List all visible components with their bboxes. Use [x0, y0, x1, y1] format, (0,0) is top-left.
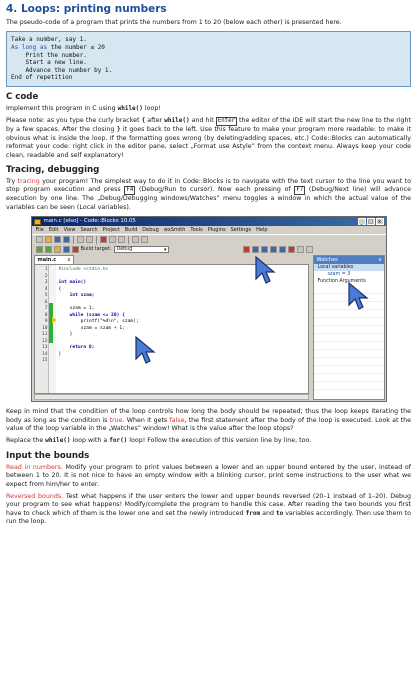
line-number: 11	[41, 332, 48, 338]
line-number: 15	[41, 358, 48, 364]
changed-lines-marker	[49, 303, 53, 343]
debug-continue-icon[interactable]	[243, 246, 250, 253]
reversed-bounds-highlight: Reversed bounds.	[6, 493, 64, 501]
tracing-paragraph: Try tracing your program! The simplest way to do it in Code::Blocks is to navigate with the text cursor to the line you want to stop program execution and press F4 (Debug/Run to cursor). Now each pressing of F7 (Debug/Next line) will advance execution by one line. The „Debug/Debugging windows/Watches” menu toggles a window in which the actual value of the variables can be seen (Local variables).	[6, 178, 411, 211]
editor-tab-main-c[interactable]	[34, 255, 74, 264]
abort-icon[interactable]	[72, 246, 79, 253]
code-line: szam = szam + 1;	[58, 325, 125, 331]
step-into-icon[interactable]	[270, 246, 277, 253]
debug-info-icon[interactable]	[306, 246, 313, 253]
true-highlight: true	[109, 416, 123, 424]
watches-title: Watches	[316, 257, 338, 264]
pseudocode-rest: the number ≤ 20	[47, 44, 105, 51]
menu-view[interactable]: View	[63, 227, 76, 234]
line-number: 8	[44, 312, 48, 318]
open-brace: {	[141, 117, 146, 125]
menu-settings[interactable]: Settings	[230, 227, 252, 234]
pointer-cursor-icon	[134, 335, 156, 365]
enter-key: Enter	[217, 118, 235, 125]
line-number: 6	[44, 299, 48, 305]
function-arguments-node[interactable]: Function Arguments	[317, 279, 366, 285]
section-heading: 4. Loops: printing numbers	[6, 3, 167, 15]
code-line: }	[58, 351, 62, 357]
pseudocode-line: Advance the number by 1.	[11, 66, 113, 74]
copy-icon[interactable]	[109, 236, 116, 243]
undo-icon[interactable]	[77, 236, 84, 243]
codeblocks-app-icon	[34, 219, 41, 225]
menu-debug[interactable]: Debug	[142, 227, 159, 234]
code-line: szam = 1;	[58, 306, 95, 312]
paste-icon[interactable]	[118, 236, 125, 243]
line-number: 14	[41, 351, 48, 357]
debug-windows-icon[interactable]	[297, 246, 304, 253]
replace-icon[interactable]	[141, 236, 148, 243]
step-out-icon[interactable]	[279, 246, 286, 253]
watch-variable-row[interactable]: szam = 3	[327, 272, 351, 278]
ccode-heading: C code	[6, 91, 39, 102]
menu-wxsmith[interactable]: wxSmith	[163, 227, 186, 234]
f4-key: F4	[126, 187, 134, 194]
maximize-button[interactable]: □	[368, 219, 373, 226]
line-number: 12	[41, 338, 48, 344]
toolbar-separator	[96, 236, 97, 244]
bounds-paragraph-1: Read in numbers. Modify your program to print values between a lower and an upper bound entered by the user, instead of between 1 to 20. It is not nice to have an empty window with a blinking cursor, print some instructions to the user what we expect from him/her to enter.	[6, 463, 411, 488]
line-number: 2	[44, 273, 48, 279]
build-run-icon[interactable]	[54, 246, 61, 253]
from-keyword: from	[245, 509, 261, 517]
menu-build[interactable]: Build	[124, 227, 138, 234]
to-keyword: to	[275, 509, 284, 517]
code-line: printf("%d\n", szam);	[58, 319, 139, 325]
next-line-icon[interactable]	[261, 246, 268, 253]
menu-project[interactable]: Project	[102, 227, 120, 234]
close-button[interactable]: x	[376, 218, 384, 225]
stop-debugger-icon[interactable]	[288, 246, 295, 253]
tab-close-icon[interactable]: x	[67, 257, 71, 264]
tracing-heading: Tracing, debugging	[6, 165, 100, 175]
code-line: }	[58, 332, 73, 338]
editor-tab-label: main.c	[37, 257, 57, 264]
save-icon[interactable]	[54, 236, 61, 243]
line-number: 7	[44, 306, 48, 312]
ide-menubar	[32, 226, 386, 234]
save-all-icon[interactable]	[63, 236, 70, 243]
code-line: #include <stdio.h>	[58, 267, 109, 273]
read-numbers-highlight: Read in numbers.	[6, 463, 63, 471]
ide-buildbar	[32, 244, 386, 254]
watches-close-icon[interactable]: x	[378, 257, 382, 264]
line-number: 4	[44, 286, 48, 292]
pseudocode-line: Print the number.	[11, 51, 87, 59]
pseudocode-line	[11, 44, 405, 52]
line-number: 5	[44, 293, 48, 299]
open-file-icon[interactable]	[45, 236, 52, 243]
build-target-select[interactable]: Debug ▾	[114, 246, 169, 253]
ide-titlebar	[32, 217, 386, 226]
rebuild-icon[interactable]	[63, 246, 70, 253]
toolbar-separator	[128, 236, 129, 244]
menu-search[interactable]: Search	[80, 227, 98, 234]
f7-key: F7	[296, 187, 304, 194]
watches-header	[314, 256, 384, 264]
line-number: 1	[44, 267, 48, 273]
while-keyword: while()	[164, 117, 190, 125]
menu-tools[interactable]: Tools	[190, 227, 203, 234]
tracing-highlight: tracing	[17, 178, 40, 185]
toolbar-separator	[73, 236, 74, 244]
pseudocode-line: End of repetition	[11, 74, 73, 82]
ide-toolbar	[32, 234, 386, 244]
ccode-paragraph-1: Implement this program in C using while() loop!	[6, 104, 161, 112]
build-target-label: Build target:	[80, 246, 112, 253]
new-file-icon[interactable]	[36, 236, 43, 243]
menu-help[interactable]: Help	[256, 227, 268, 234]
watches-window	[313, 255, 385, 400]
close-brace: }	[116, 126, 121, 134]
line-number: 10	[41, 325, 48, 331]
intro-paragraph: The pseudo-code of a program that prints the numbers from 1 to 20 (below each other) is presented here.	[6, 19, 342, 26]
code-line: while (szam <= 20) {	[58, 312, 125, 318]
bounds-paragraph-2: Reversed bounds. Test what happens if the user enters the lower and upper bounds reversed (20–1 instead of 1–20). Debug your program to see what happens! Modify/complete the program to handle this case. After reading the two bounds you first have to check which of them is the lower one and set the newly introduced from and to variables accordingly. Then use them to run the loop.	[6, 493, 412, 526]
code-line: int main()	[58, 280, 87, 286]
document-page	[6, 3, 411, 531]
code-line: int szam;	[58, 293, 95, 299]
pseudocode-box	[6, 31, 411, 87]
pointer-cursor-icon	[254, 255, 276, 285]
pseudocode-line: Start a new line.	[11, 59, 87, 67]
line-number: 13	[41, 345, 48, 351]
current-line-arrow-icon	[52, 317, 57, 323]
ide-title: main.c [elso] - Code::Blocks 10.05	[43, 218, 136, 225]
while-keyword: while()	[117, 104, 143, 112]
menu-edit[interactable]: Edit	[48, 227, 59, 234]
run-icon[interactable]	[45, 246, 52, 253]
build-icon[interactable]	[36, 246, 43, 253]
menu-plugins[interactable]: Plugins	[207, 227, 226, 234]
find-icon[interactable]	[132, 236, 139, 243]
redo-icon[interactable]	[86, 236, 93, 243]
while-keyword: while()	[45, 437, 71, 445]
menu-file[interactable]: File	[35, 227, 44, 234]
line-number: 3	[44, 280, 48, 286]
window-buttons	[358, 218, 384, 225]
pseudocode-keyword: As long as	[11, 44, 48, 51]
run-to-cursor-icon[interactable]	[252, 246, 259, 253]
false-highlight: false	[169, 416, 185, 424]
code-line: {	[58, 286, 62, 292]
ccode-paragraph-2: Please note: as you type the curly bracket { after while() and hit Enter the editor of the IDE will start the new line to the right by a few spaces. After the closing } it goes back to the left. Use this feature to make your program more readable: to make it obvious what is inside the loop. If the formatting goes wrong (by deleting/adding spaces, etc.) Code::Blocks can automatically reformat your code: right click in the editor pane, select „Format use Astyle” from the context menu. Always keep your code clean, readable and self explanatory!	[6, 117, 412, 159]
pointer-cursor-icon	[347, 281, 369, 311]
ide-screenshot	[31, 216, 387, 402]
editor-horizontal-scrollbar[interactable]	[34, 394, 309, 400]
cut-icon[interactable]	[100, 236, 107, 243]
line-number: 9	[44, 319, 48, 325]
bounds-heading: Input the bounds	[6, 450, 90, 461]
pseudocode-line: Take a number, say 1.	[11, 36, 87, 44]
local-variables-node[interactable]: Local variables	[314, 264, 384, 271]
minimize-button[interactable]: _	[358, 218, 366, 225]
after-ide-paragraph-1: Keep in mind that the condition of the loop controls how long the body should be repeated; thus the loop keeps iterating the body as long as the condition is true. When it gets false, the first statement after the body of the loop is executed. Look at the value of the loop variable in the „Watches” window! What is the value after the loop stops?	[6, 408, 411, 433]
for-keyword: for()	[109, 437, 128, 445]
code-line: return 0;	[58, 345, 95, 351]
after-ide-paragraph-2: Replace the while() loop with a for() loop! Follow the execution of this version line by line, too.	[6, 437, 312, 445]
